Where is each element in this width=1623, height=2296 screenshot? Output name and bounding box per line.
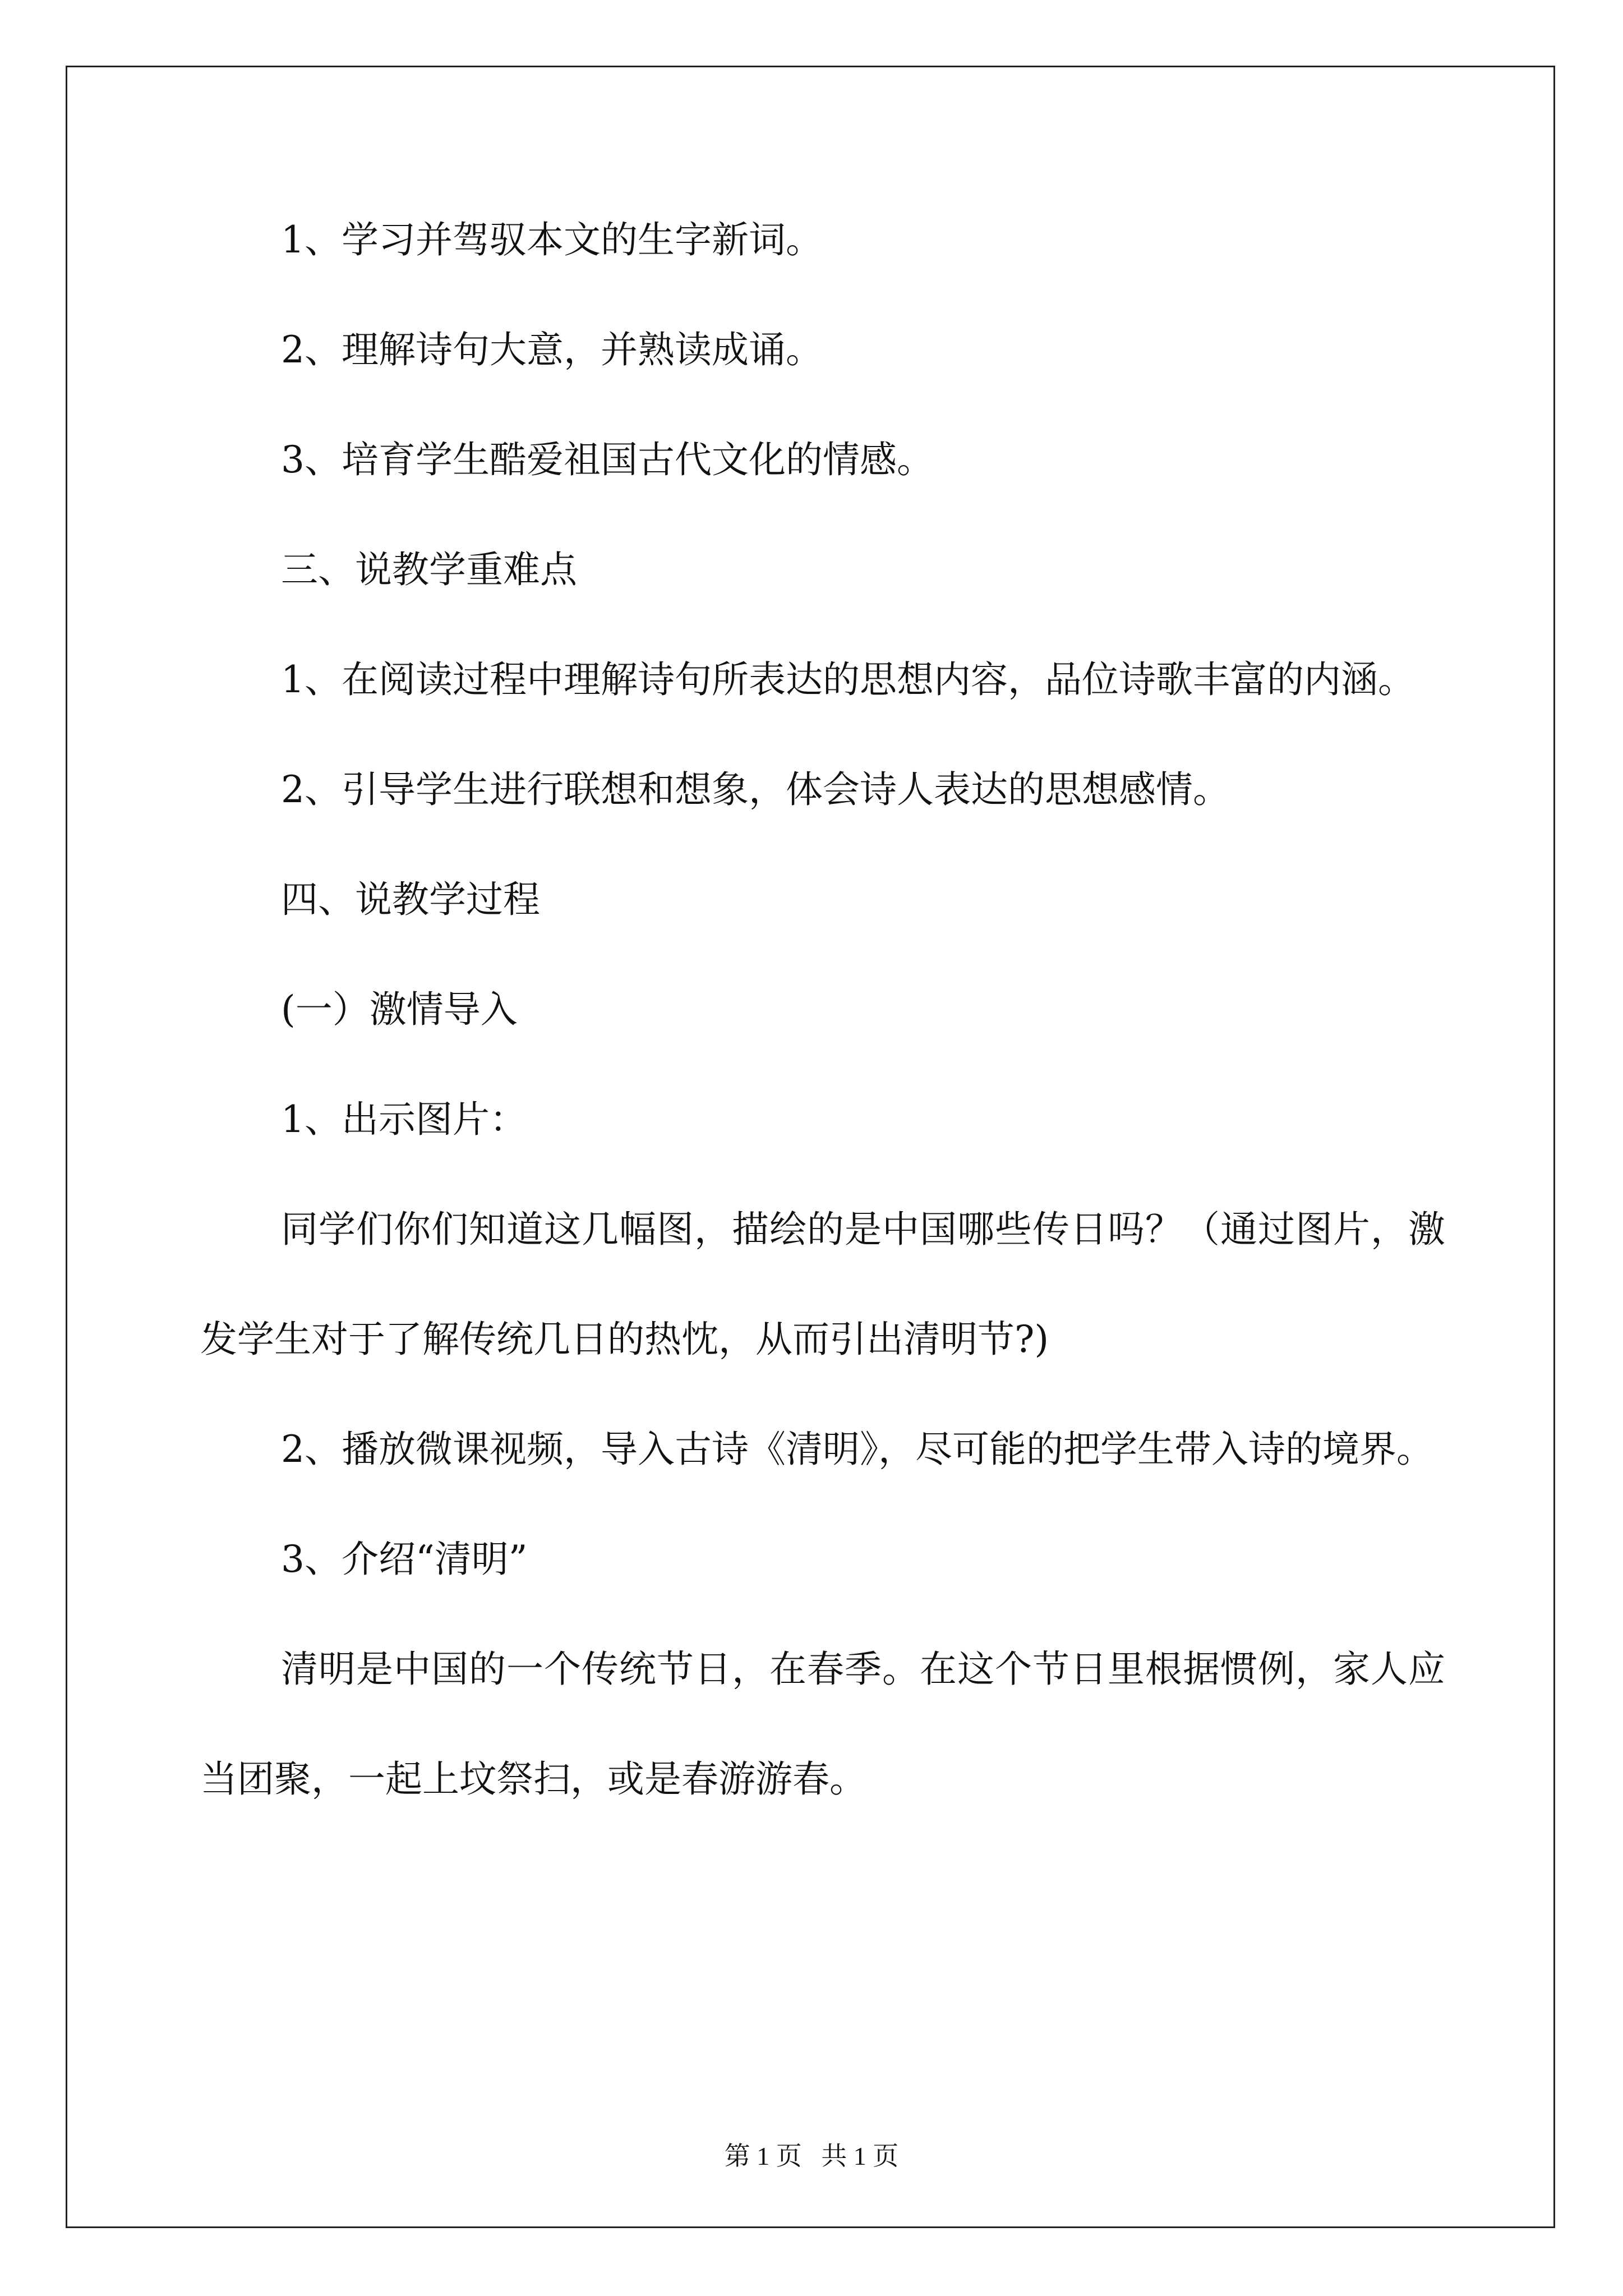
paragraph-objective-2: 2、理解诗句大意，并熟读成诵。	[281, 328, 823, 371]
document-body	[200, 185, 1445, 1834]
paragraph-video: 2、播放微课视频，导入古诗《清明》，尽可能的把学生带入诗的境界。	[281, 1428, 1433, 1471]
paragraph-objective-1: 1、学习并驾驭本文的生字新词。	[281, 218, 823, 261]
paragraph-qingming-description: 清明是中国的一个传统节日，在春季。在这个节日里根据惯例，家人应当团聚，一起上坟祭扫，或是春游游春。	[200, 1648, 1445, 1801]
paragraph-introduce-qingming: 3、介绍“清明”	[281, 1538, 528, 1581]
page-footer	[0, 2139, 1623, 2173]
paragraph-key-point-2: 2、引导学生进行联想和想象，体会诗人表达的思想感情。	[281, 768, 1230, 811]
section-heading-process: 四、说教学过程	[281, 878, 540, 921]
subsection-heading-intro: (一）激情导入	[281, 988, 518, 1031]
section-heading-key-points: 三、说教学重难点	[281, 548, 577, 591]
paragraph-show-pictures: 1、出示图片：	[281, 1098, 527, 1141]
paragraph-key-point-1: 1、在阅读过程中理解诗句所表达的思想内容，品位诗歌丰富的内涵。	[281, 658, 1415, 701]
paragraph-question: 同学们你们知道这几幅图，描绘的是中国哪些传日吗？（通过图片，激发学生对于了解传统几日的热忱，从而引出清明节?)	[200, 1208, 1445, 1361]
page-number-label: 第 1 页 共 1 页	[724, 2142, 899, 2170]
paragraph-objective-3: 3、培育学生酷爱祖国古代文化的情感。	[281, 438, 934, 481]
